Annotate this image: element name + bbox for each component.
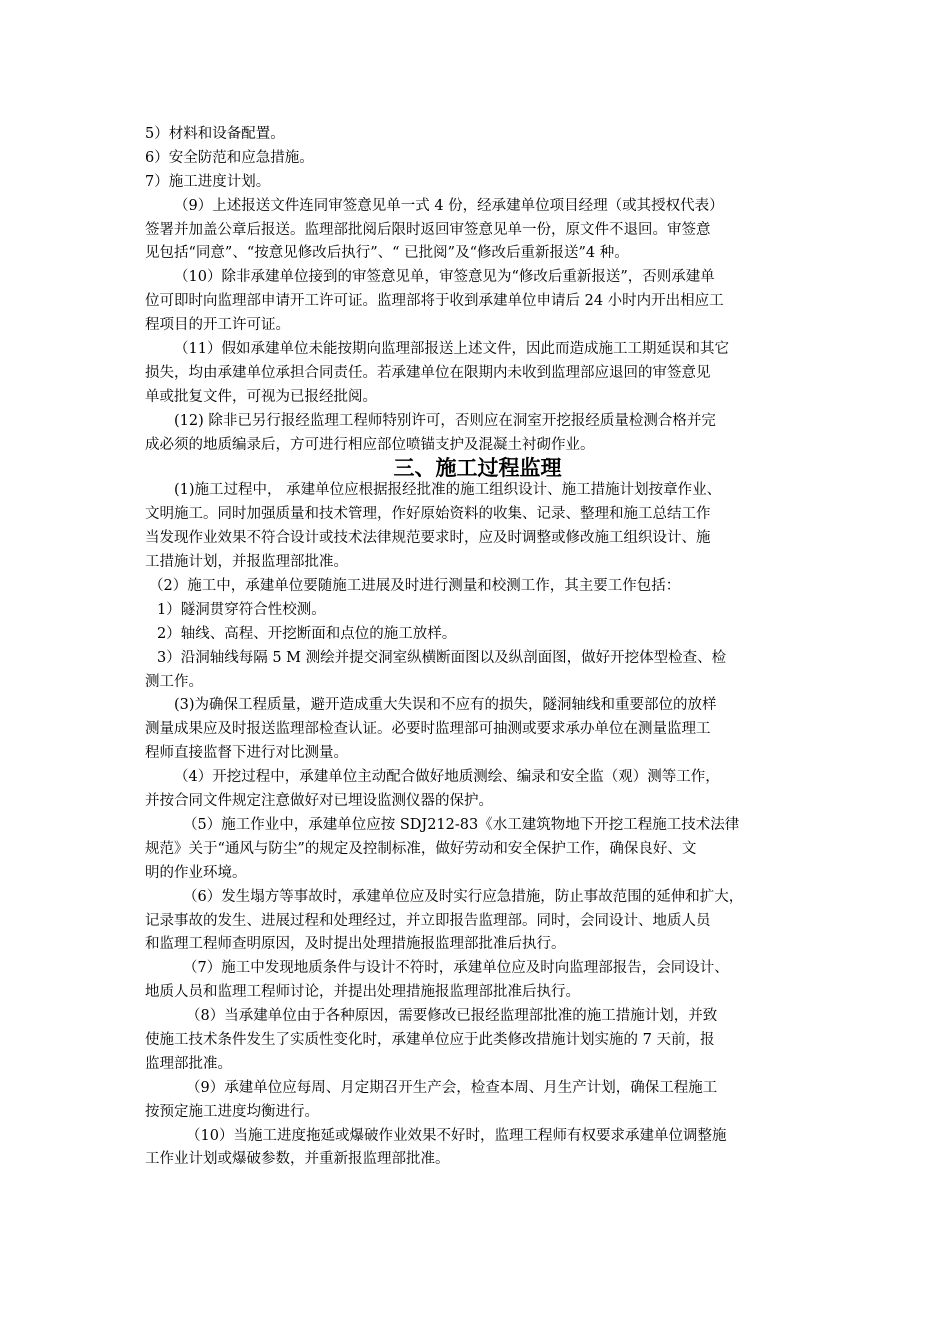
text-line: 测工作。 bbox=[145, 673, 203, 690]
text-line: 记录事故的发生、进展过程和处理经过，并立即报告监理部。同时，会同设计、地质人员 bbox=[145, 912, 711, 929]
text-line: 6）安全防范和应急措施。 bbox=[145, 149, 314, 166]
text-line: 程项目的开工许可证。 bbox=[145, 317, 290, 334]
text-line: （6）发生塌方等事故时，承建单位应及时实行应急措施，防止事故范围的延伸和扩大， bbox=[183, 888, 744, 905]
text-line: 测量成果应及时报送监理部检查认证。必要时监理部可抽测或要求承办单位在测量监理工 bbox=[145, 721, 711, 738]
text-line: 并按合同文件规定注意做好对已埋设监测仪器的保护。 bbox=[145, 793, 493, 810]
text-line: （7）施工中发现地质条件与设计不符时，承建单位应及时向监理部报告，会同设计、 bbox=[183, 960, 729, 977]
text-line: （10）当施工进度拖延或爆破作业效果不好时，监理工程师有权要求承建单位调整施 bbox=[186, 1127, 727, 1144]
text-line: （9）上述报送文件连同审签意见单一式 4 份，经承建单位项目经理（或其授权代表） bbox=[174, 197, 724, 214]
text-line: 工作业计划或爆破参数，并重新报监理部批准。 bbox=[145, 1151, 450, 1168]
body-text-before-heading bbox=[145, 123, 810, 457]
text-line: （5）施工作业中，承建单位应按 SDJ212-83《水工建筑物地下开挖工程施工技术法律 bbox=[183, 816, 740, 833]
text-line: 规范》关于“通风与防尘”的规定及控制标准，做好劳动和安全保护工作，确保良好、文 bbox=[145, 840, 697, 857]
text-line: （8）当承建单位由于各种原因，需要修改已报经监理部批准的施工措施计划，并致 bbox=[186, 1008, 718, 1025]
text-line: 见包括“同意”、“按意见修改后执行”、“ 已批阅”及“修改后重新报送”4 种。 bbox=[145, 245, 629, 262]
text-line: 和监理工程师查明原因，及时提出处理措施报监理部批准后执行。 bbox=[145, 936, 566, 953]
text-line: 损失，均由承建单位承担合同责任。若承建单位在限期内未收到监理部应退回的审签意见 bbox=[145, 364, 711, 381]
section-heading: 三、施工过程监理 bbox=[393, 456, 562, 481]
text-line: 1）隧洞贯穿符合性校测。 bbox=[157, 601, 326, 618]
text-line: 7）施工进度计划。 bbox=[145, 173, 271, 190]
text-line: （10）除非承建单位接到的审签意见单，审签意见为“修改后重新报送”，否则承建单 bbox=[174, 269, 715, 286]
text-line: 成必须的地质编录后，方可进行相应部位喷锚支护及混凝土衬砌作业。 bbox=[145, 436, 595, 453]
text-line: 当发现作业效果不符合设计或技术法律规范要求时，应及时调整或修改施工组织设计、施 bbox=[145, 530, 711, 547]
document-page bbox=[145, 123, 810, 1172]
text-line: (1)施工过程中， 承建单位应根据报经批准的施工组织设计、施工措施计划按章作业、 bbox=[174, 482, 722, 499]
text-line: （11）假如承建单位未能按期向监理部报送上述文件，因此而造成施工工期延误和其它 bbox=[174, 341, 729, 358]
text-line: 使施工技术条件发生了实质性变化时，承建单位应于此类修改措施计划实施的 7 天前，报 bbox=[145, 1031, 715, 1048]
text-line: 单或批复文件，可视为已报经批阅。 bbox=[145, 388, 377, 405]
text-line: 文明施工。同时加强质量和技术管理，作好原始资料的收集、记录、整理和施工总结工作 bbox=[145, 506, 711, 523]
text-line: 2）轴线、高程、开挖断面和点位的施工放样。 bbox=[157, 625, 457, 642]
text-line: (12) 除非已另行报经监理工程师特别许可，否则应在洞室开挖报经质量检测合格并完 bbox=[174, 412, 716, 429]
text-line: 3）沿洞轴线每隔 5 M 测绘并提交洞室纵横断面图以及纵剖面图，做好开挖体型检查、检 bbox=[157, 649, 727, 666]
text-line: 5）材料和设备配置。 bbox=[145, 126, 285, 142]
body-text-after-heading bbox=[145, 479, 810, 1172]
text-line: 明的作业环境。 bbox=[145, 864, 247, 881]
text-line: (3)为确保工程质量，避开造成重大失误和不应有的损失，隧洞轴线和重要部位的放样 bbox=[174, 697, 717, 714]
text-line: 工措施计划，并报监理部批准。 bbox=[145, 554, 348, 571]
text-line: 签署并加盖公章后报送。监理部批阅后限时返回审签意见单一份，原文件不退回。审签意 bbox=[145, 221, 711, 238]
text-line: 按预定施工进度均衡进行。 bbox=[145, 1103, 319, 1120]
text-line: 程师直接监督下进行对比测量。 bbox=[145, 745, 348, 762]
text-line: 地质人员和监理工程师讨论，并提出处理措施报监理部批准后执行。 bbox=[145, 984, 580, 1001]
text-line: 监理部批准。 bbox=[145, 1055, 232, 1072]
text-line: （9）承建单位应每周、月定期召开生产会，检查本周、月生产计划，确保工程施工 bbox=[186, 1079, 718, 1096]
text-line: （2）施工中，承建单位要随施工进展及时进行测量和校测工作，其主要工作包括： bbox=[149, 578, 681, 595]
text-line: 位可即时向监理部申请开工许可证。监理部将于收到承建单位申请后 24 小时内开出相应工 bbox=[145, 293, 724, 310]
text-line: （4）开挖过程中，承建单位主动配合做好地质测绘、编录和安全监（观）测等工作， bbox=[174, 769, 720, 786]
